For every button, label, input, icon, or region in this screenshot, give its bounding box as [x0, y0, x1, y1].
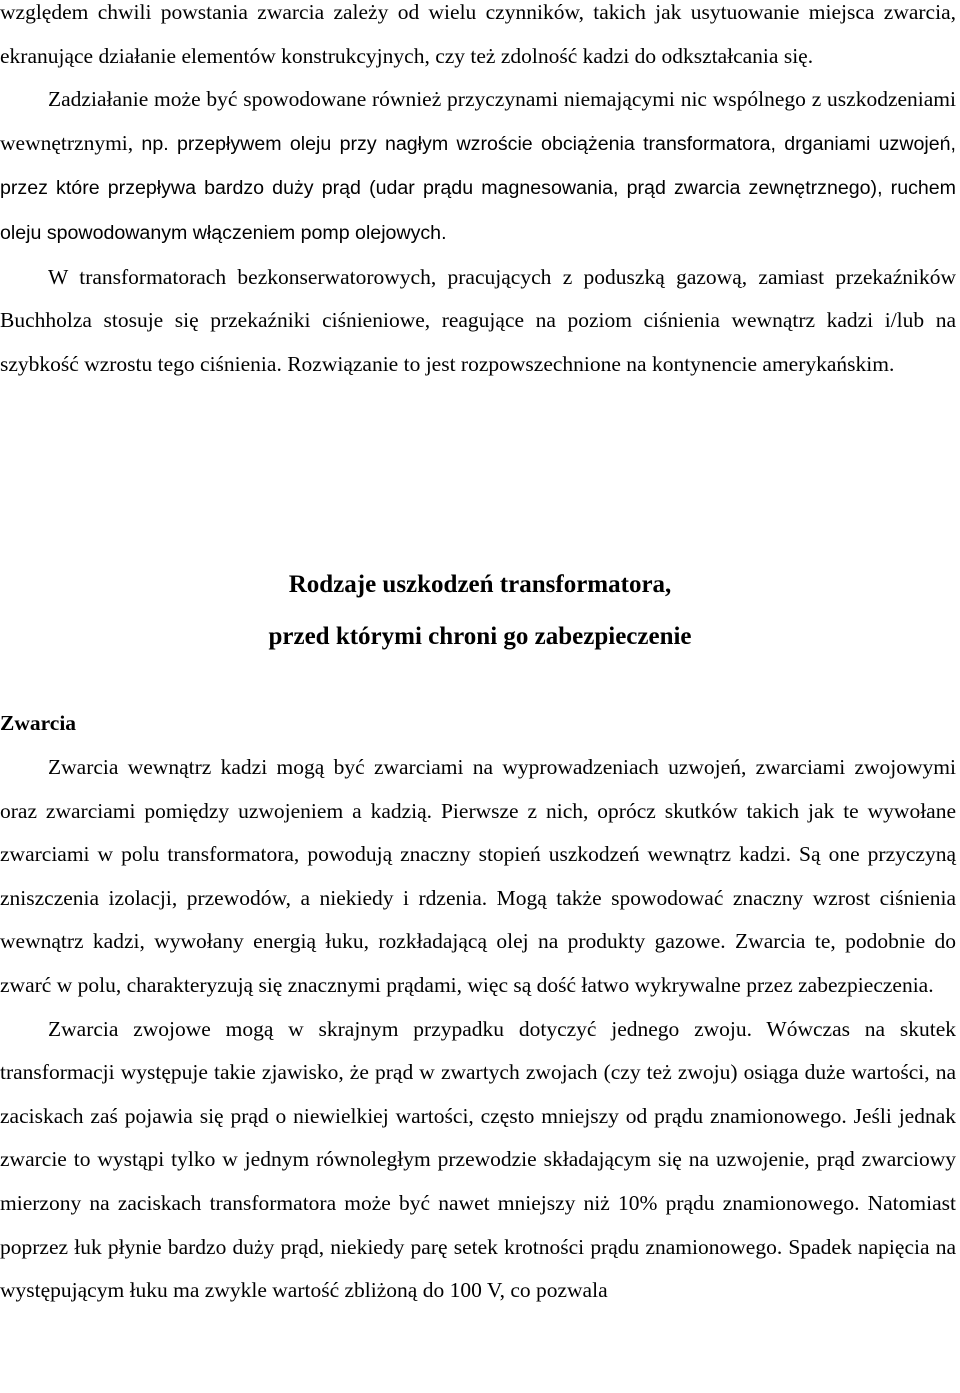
paragraph-triggering-causes-part-a: Zadziałanie może być spowodowane również przyczynami niemającymi nic wspólnego z uszkodzeniami wewnętrznymi,	[0, 87, 956, 155]
chapter-heading-line-2: przed którymi chroni go zabezpieczenie	[268, 623, 692, 650]
paragraph-continuation: względem chwili powstania zwarcia zależy od wielu czynników, takich jak usytuowanie miejsca zwarcia, ekranujące działanie elementów konstrukcyjnych, czy też zdolność kadzi do odkształcania się.	[0, 0, 956, 68]
chapter-heading	[0, 559, 960, 663]
section-title: Zwarcia	[0, 711, 77, 735]
paragraph-pressure-relays: W transformatorach bezkonserwatorowych, pracujących z poduszką gazową, zamiast przekaźników Buchholza stosuje się przekaźniki ciśnieniowe, reagujące na poziom ciśnienia wewnątrz kadzi i/lub na szybkość wzrostu tego ciśnienia. Rozwiązanie to jest rozpowszechnione na kontynencie amerykańskim.	[0, 264, 956, 376]
body-text-top	[0, 0, 956, 386]
paragraph-tank-faults: Zwarcia wewnątrz kadzi mogą być zwarciami na wyprowadzeniach uzwojeń, zwarciami zwojowymi oraz zwarciami pomiędzy uzwojeniem a kadzią. Pierwsze z nich, oprócz skutków takich jak te wywołane zwarciami w polu transformatora, powodują znaczny stopień uszkodzeń wewnątrz kadzi. Są one przyczyną zniszczenia izolacji, przewodów, a niekiedy i rdzenia. Mogą także spowodować znaczny wzrost ciśnienia wewnątrz kadzi, wywołany energią łuku, rozkładającą olej na produkty gazowe. Zwarcia te, podobnie do zwarć w polu, charakteryzują się znacznymi prądami, więc są dość łatwo wykrywalne przez zabezpieczenia.	[0, 755, 956, 997]
paragraph-triggering-causes	[0, 78, 956, 255]
paragraph-turn-faults: Zwarcia zwojowe mogą w skrajnym przypadku dotyczyć jednego zwoju. Wówczas na skutek transformacji występuje takie zjawisko, że prąd w zwartych zwojach (czy też zwoju) osiąga duże wartości, na zaciskach zaś pojawia się prąd o niewielkiej wartości, często mniejszy od prądu znamionowego. Jeśli jednak zwarcie to wystąpi tylko w jednym równoległym przewodzie składającym się na uzwojenie, prąd zwarciowy mierzony na zaciskach transformatora może być nawet mniejszy niż 10% prądu znamionowego. Natomiast poprzez łuk płynie bardzo duży prąd, niekiedy parę setek krotności prądu znamionowego. Spadek napięcia na występującym łuku ma zwykle wartość zbliżoną do 100 V, co pozwala	[0, 1016, 956, 1303]
chapter-heading-line-1: Rodzaje uszkodzeń transformatora,	[288, 571, 672, 598]
body-text-bottom	[0, 746, 956, 1313]
paragraph-triggering-causes-part-b: np. przepływem oleju przy nagłym wzroście obciążenia transformatora, drganiami uzwojeń, przez które przepływa bardzo duży prąd (udar prądu magnesowania, prąd zwarcia zewnętrznego), ruchem oleju spowodowanym włączeniem pomp olejowych.	[0, 132, 956, 244]
